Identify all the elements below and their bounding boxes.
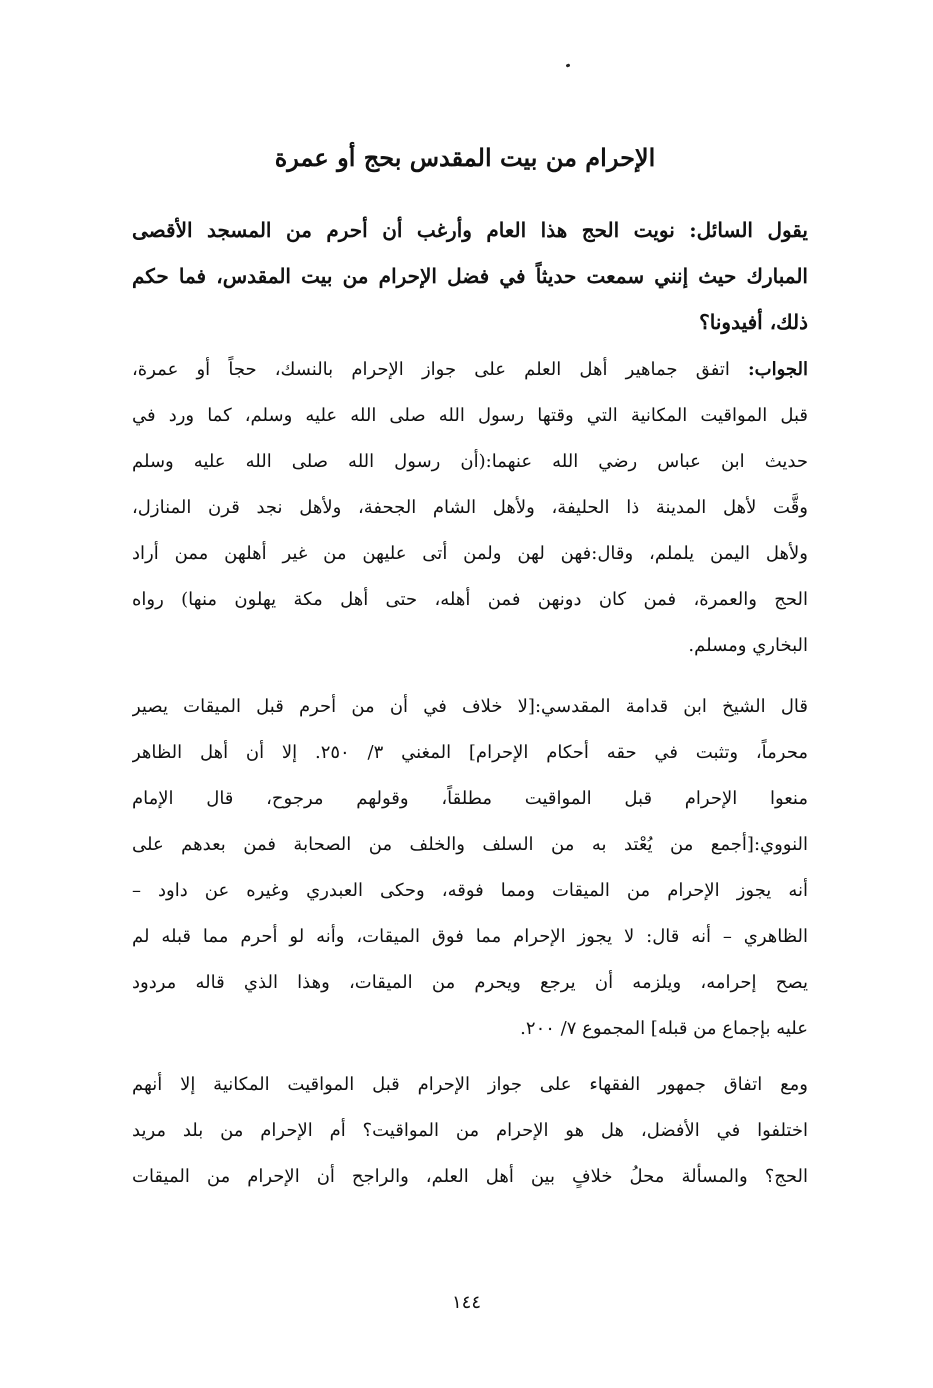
question-line: ذلك، أفيدونا؟ xyxy=(699,310,808,334)
page-title: الإحرام من بيت المقدس بحج أو عمرة xyxy=(274,143,656,172)
answer-line: قبل المواقيت المكانية التي وقتها رسول الله صلى الله عليه وسلم، كما ورد في xyxy=(132,405,808,426)
answer-line: حديث ابن عباس رضي الله عنهما:(أن رسول الله صلى الله عليه وسلم xyxy=(132,451,808,472)
answer-line: وقَّت لأهل المدينة ذا الحليفة، ولأهل الشام الجحفة، ولأهل نجد قرن المنازل، xyxy=(132,497,808,518)
question-text: نويت الحج هذا العام وأرغب أن أحرم من المسجد الأقصى xyxy=(132,218,690,242)
paragraph-ibn-qudama xyxy=(132,684,808,1052)
answer-line: البخاري ومسلم. xyxy=(688,635,808,656)
question-block xyxy=(132,207,808,345)
page-number: ١٤٤ xyxy=(451,1292,481,1313)
question-lead: يقول السائل: xyxy=(689,218,808,242)
answer-text: اتفق جماهير أهل العلم على جواز الإحرام بالنسك، حجاً أو عمرة، xyxy=(132,359,748,380)
paragraph-majority-view xyxy=(132,1062,808,1200)
print-speck xyxy=(566,63,571,67)
answer-line: ولأهل اليمن يلملم، وقال:فهن لهن ولمن أتى عليهن من غير أهلهن ممن أراد xyxy=(132,543,808,564)
paragraph-line: أنه يجوز الإحرام من الميقات ومما فوقه، وحكى العبدري وغيره عن داود – xyxy=(132,880,808,901)
paragraph-line: قال الشيخ ابن قدامة المقدسي:[لا خلاف في أن من أحرم قبل الميقات يصير xyxy=(132,696,808,717)
paragraph-line: ومع اتفاق جمهور الفقهاء على جواز الإحرام قبل المواقيت المكانية إلا أنهم xyxy=(132,1074,808,1095)
paragraph-line: عليه بإجماع من قبله] المجموع ٧/ ٢٠٠. xyxy=(520,1018,808,1039)
paragraph-line: الحج؟ والمسألة محلُ خلافٍ بين أهل العلم، والراجح أن الإحرام من الميقات xyxy=(132,1166,808,1187)
question-line: المبارك حيث إنني سمعت حديثاً في فضل الإحرام من بيت المقدس، فما حكم xyxy=(132,264,808,288)
paragraph-line: اختلفوا في الأفضل، هل هو الإحرام من المواقيت؟ أم الإحرام من بلد مريد xyxy=(132,1120,808,1141)
answer-block xyxy=(132,347,808,669)
paragraph-line: محرماً، وتثبت في حقه أحكام الإحرام] المغني ٣/ ٢٥٠. إلا أن أهل الظاهر xyxy=(132,742,808,763)
paragraph-line: النووي:[أجمع من يُعْتد به من السلف والخلف من الصحابة فمن بعدهم على xyxy=(132,834,808,855)
question-line xyxy=(132,207,808,253)
paragraph-line: يصح إحرامه، ويلزمه أن يرجع ويحرم من الميقات، وهذا الذي قاله مردود xyxy=(132,972,808,993)
answer-lead: الجواب: xyxy=(748,359,808,380)
paragraph-line: الظاهري – أنه قال: لا يجوز الإحرام مما فوق الميقات، وأنه لو أحرم مما قبله لم xyxy=(132,926,808,947)
paragraph-line: منعوا الإحرام قبل المواقيت مطلقاً، وقولهم مرجوح، قال الإمام xyxy=(132,788,808,809)
answer-line xyxy=(132,347,808,393)
answer-line: الحج والعمرة، فمن كان دونهن فمن أهله، حتى أهل مكة يهلون منها) رواه xyxy=(132,589,808,610)
